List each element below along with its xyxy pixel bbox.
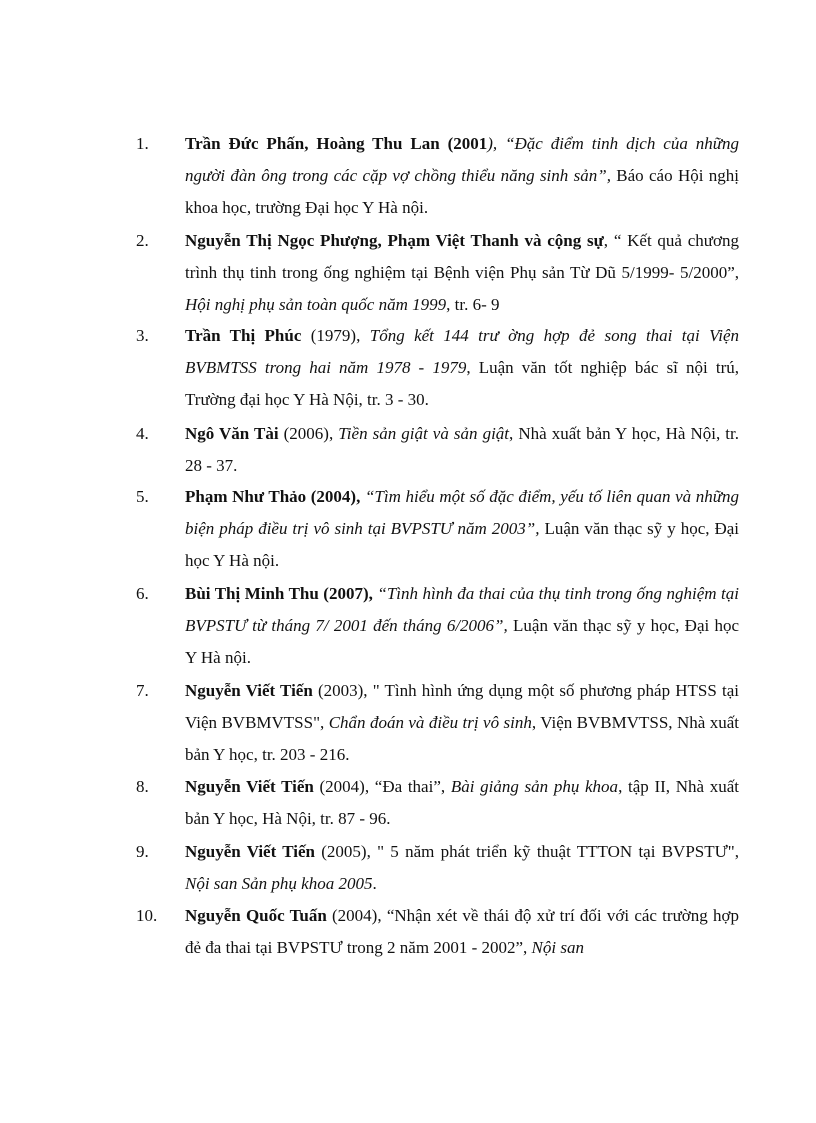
- reference-year: (1979),: [301, 326, 370, 345]
- reference-title: “Tình hình đa thai của thụ tinh trong ống nghiệm tại BVPSTƯ từ tháng 7/ 2001 đến tháng 6/2006”,: [185, 584, 739, 635]
- reference-source: Hội nghị phụ sản toàn quốc năm 1999: [185, 295, 447, 314]
- reference-number: 6.: [136, 584, 149, 603]
- reference-authors: Ngô Văn Tài: [185, 424, 279, 443]
- reference-title: (2004), “Nhận xét về thái độ xử trí đối với các trường hợp đẻ đa thai tại BVPSTƯ trong 2 năm 2001 - 2002”,: [185, 906, 739, 957]
- reference-pages: , tr. 6- 9: [446, 295, 500, 314]
- reference-text: [185, 836, 739, 900]
- reference-title: (2005), " 5 năm phát triển kỹ thuật TTTON tại BVPSTƯ",: [314, 842, 739, 861]
- reference-source: Luận văn thạc sỹ y học, Đại học Y Hà nội.: [185, 519, 740, 570]
- reference-source: Báo cáo Hội nghị khoa học, trường Đại học Y Hà nội.: [185, 166, 740, 217]
- reference-text: [185, 418, 739, 482]
- reference-number: 7.: [136, 681, 149, 700]
- reference-authors: Bùi Thị Minh Thu (2007),: [185, 584, 378, 603]
- reference-source: , Nhà xuất bản Y học, Hà Nội, tr. 28 - 37.: [185, 424, 739, 475]
- reference-authors: Trần Đức Phấn, Hoàng Thu Lan (2001: [185, 134, 488, 153]
- reference-authors: Nguyễn Viết Tiến: [185, 842, 315, 861]
- reference-number: 3.: [136, 326, 149, 345]
- reference-source: , Viện BVBMVTSS, Nhà xuất bản Y học, tr. 203 - 216.: [185, 713, 739, 764]
- reference-number: 8.: [136, 777, 149, 796]
- reference-title: , “ Kết quả chương trình thụ tinh trong ống nghiệm tại Bệnh viện Phụ sản Từ Dũ 5/1999- 5/2000”,: [185, 231, 739, 282]
- reference-number: 4.: [136, 424, 149, 443]
- reference-source: Nội san Sản phụ khoa 2005: [185, 874, 373, 893]
- reference-authors: Nguyễn Viết Tiến: [185, 777, 314, 796]
- reference-text: [185, 225, 739, 321]
- reference-text: [185, 771, 739, 835]
- reference-number: 9.: [136, 842, 149, 861]
- reference-authors: Nguyễn Viết Tiến: [185, 681, 313, 700]
- reference-end: .: [372, 874, 377, 893]
- reference-source: , tập II, Nhà xuất bản Y học, Hà Nội, tr. 87 - 96.: [185, 777, 739, 828]
- reference-book: Chẩn đoán và điều trị vô sinh: [328, 713, 532, 732]
- reference-authors: Nguyễn Thị Ngọc Phượng, Phạm Việt Thanh và cộng sự: [185, 231, 604, 250]
- reference-text: [185, 900, 739, 964]
- reference-number: 10.: [136, 906, 158, 925]
- reference-book: Bài giảng sản phụ khoa: [450, 777, 619, 796]
- reference-source: Nội san: [531, 938, 584, 957]
- reference-authors: Nguyễn Quốc Tuấn: [185, 906, 327, 925]
- reference-text: [185, 320, 739, 416]
- reference-text: [185, 128, 739, 224]
- reference-source: Luận văn thạc sỹ y học, Đại học Y Hà nội.: [185, 616, 739, 667]
- reference-authors: Trần Thị Phúc: [185, 326, 302, 345]
- reference-authors: Phạm Như Thảo (2004),: [185, 487, 365, 506]
- reference-number: 1.: [136, 134, 149, 153]
- reference-year: (2006),: [278, 424, 339, 443]
- reference-title: ), “Đặc điểm tinh dịch của những người đàn ông trong các cặp vợ chồng thiểu năng sinh sản”,: [185, 134, 740, 185]
- reference-title: (2003), " Tình hình ứng dụng một số phương pháp HTSS tại Viện BVBMVTSS",: [185, 681, 739, 732]
- reference-title: Tiền sản giật và sản giật: [338, 424, 510, 443]
- reference-number: 2.: [136, 231, 149, 250]
- reference-number: 5.: [136, 487, 149, 506]
- reference-title: (2004), “Đa thai”,: [313, 777, 451, 796]
- reference-title: Tổng kết 144 trư ờng hợp đẻ song thai tại Viện BVBMTSS trong hai năm 1978 - 1979: [185, 326, 739, 377]
- reference-source: , Luận văn tốt nghiệp bác sĩ nội trú, Trường đại học Y Hà Nội, tr. 3 - 30.: [185, 358, 739, 409]
- reference-text: [185, 675, 739, 771]
- reference-text: [185, 481, 739, 577]
- reference-title: “Tìm hiểu một số đặc điểm, yếu tố liên quan và những biện pháp điều trị vô sinh tại BVPSTƯ năm 2003”,: [185, 487, 739, 538]
- reference-text: [185, 578, 739, 674]
